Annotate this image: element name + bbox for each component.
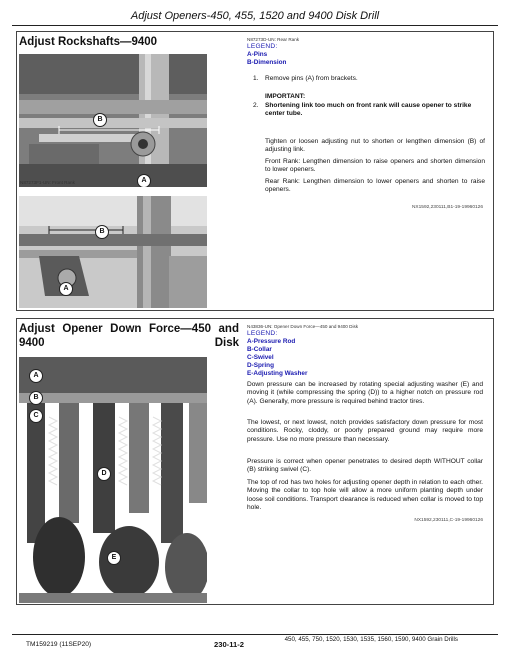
header-rule	[12, 25, 498, 26]
step-text: Remove pins (A) from brackets.	[265, 75, 358, 82]
step-number: 1.	[253, 75, 259, 82]
document-signature: NX1592,230111,C-19-19960126	[414, 518, 483, 523]
paragraph: Down pressure can be increased by rotating special adjusting washer (E) and moving it (while compressing the spring (D)) to a higher notch on pressure rod (A). Generally, more pressure is required behind tractor tires.	[247, 381, 483, 405]
section-adjust-rockshafts	[16, 31, 494, 311]
legend-item: A-Pressure Rod	[247, 338, 296, 345]
callout-a: A	[29, 369, 43, 383]
page-header-title: Adjust Openers-450, 455, 1520 and 9400 Disk Drill	[130, 10, 380, 22]
paragraph: Pressure is correct when opener penetrates to desired depth WITHOUT collar (B) striking swivel (C).	[247, 458, 483, 474]
paragraph: The lowest, or next lowest, notch provides satisfactory down pressure for most conditions. Rocky, cloddy, or poorly prepared ground may require more pressure. Use no more pressure than necessary.	[247, 419, 483, 443]
step-text: Shortening link too much on front rank will cause opener to strike center tube.	[265, 102, 472, 118]
important-label: IMPORTANT:	[265, 93, 306, 100]
section-title: Adjust Rockshafts—9400	[19, 36, 158, 48]
rear-rank-photo	[19, 54, 207, 187]
figure-ref: N87273D-UN: Rear Rank	[247, 37, 300, 42]
section-title: Adjust Opener Down Force—450 and 9400 Disk	[19, 323, 239, 349]
callout-e: E	[107, 551, 121, 565]
callout-a: A	[59, 282, 73, 296]
document-signature: NX1592,230111,B1-19-19960126	[411, 205, 483, 210]
step-number: 2.	[253, 102, 259, 109]
legend-item: B-Collar	[247, 346, 272, 353]
rear-rank-illustration	[19, 54, 207, 187]
paragraph: Front Rank: Lengthen dimension to raise openers and shorten dimension to lower openers.	[265, 158, 485, 174]
callout-b: B	[29, 391, 43, 405]
callout-b: B	[93, 113, 107, 127]
footer-models: 450, 455, 750, 1520, 1530, 1535, 1560, 1590, 9400 Grain Drills	[284, 636, 458, 643]
legend-item: E-Adjusting Washer	[247, 370, 308, 377]
front-rank-illustration	[19, 196, 207, 308]
section-adjust-opener-down-force	[16, 318, 494, 605]
callout-c: C	[29, 409, 43, 423]
footer-rule	[12, 634, 498, 635]
callout-d: D	[97, 467, 111, 481]
footer-page-number: 230-11-2	[214, 640, 244, 649]
legend-heading: LEGEND:	[247, 330, 278, 337]
front-rank-photo	[19, 196, 207, 308]
callout-b: B	[95, 225, 109, 239]
legend-item: A-Pins	[247, 51, 268, 58]
footer-manual-id: TM159219 (11SEP20)	[26, 641, 92, 648]
legend-item: C-Swivel	[247, 354, 274, 361]
paragraph: The top of rod has two holes for adjusting opener depth in relation to each other. Moving the collar to top hole will allow a more uniform planting depth under loose soil conditions. Transport clearance is reduced when collar is moved to top hole.	[247, 479, 483, 512]
legend-item: B-Dimension	[247, 59, 287, 66]
figure-ref: N43836-UN: Opener Down Force—450 and 9400 Disk	[247, 324, 359, 329]
figure-ref: N87273F1-UN: Front Rank	[20, 180, 75, 185]
opener-down-force-photo	[19, 357, 207, 603]
paragraph: Tighten or loosen adjusting nut to shorten or lengthen dimension (B) of adjusting link.	[265, 138, 485, 154]
legend-heading: LEGEND:	[247, 43, 278, 50]
opener-down-force-illustration	[19, 357, 207, 603]
callout-a: A	[137, 174, 151, 187]
paragraph: Rear Rank: Lengthen dimension to lower openers and shorten to raise openers.	[265, 178, 485, 194]
legend-item: D-Spring	[247, 362, 274, 369]
